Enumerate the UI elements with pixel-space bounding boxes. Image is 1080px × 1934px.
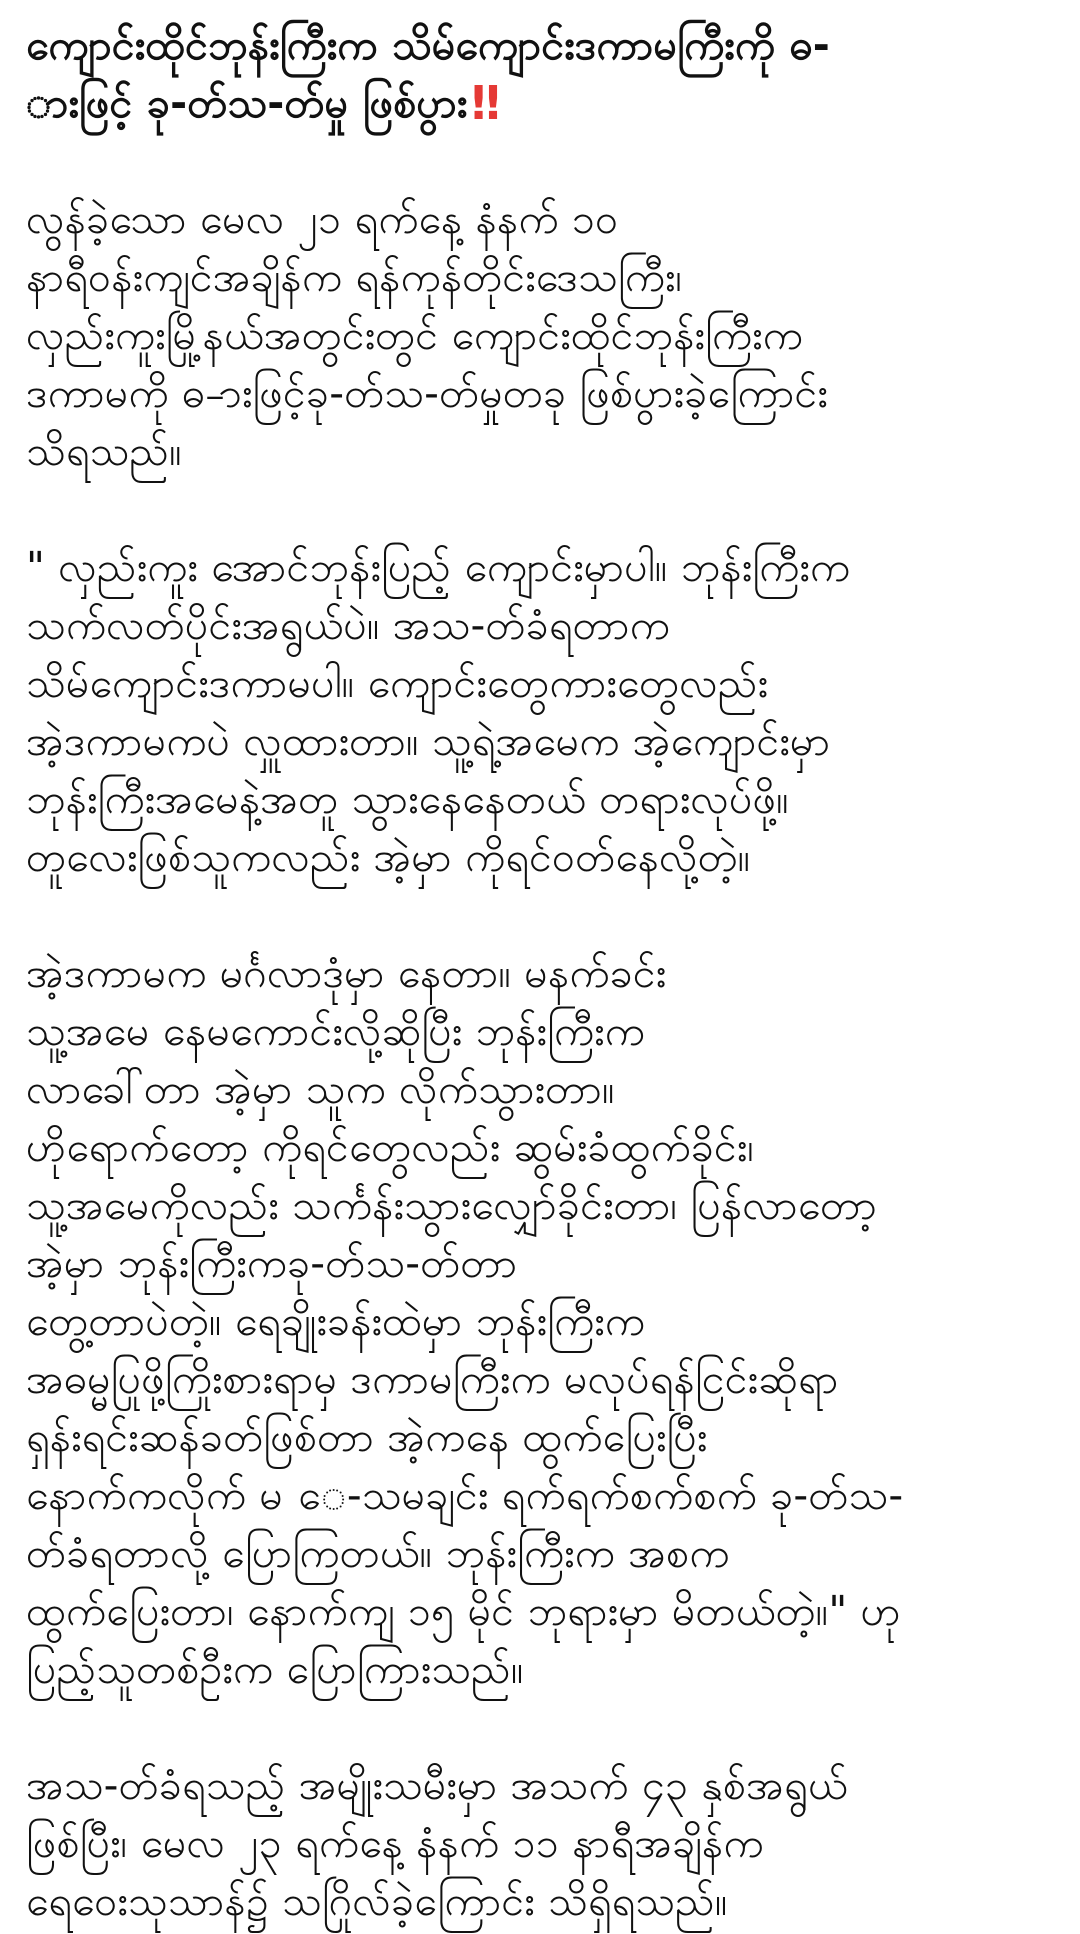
paragraph-line: နောက်ကလိုက် မ ေ-သမချင်း ရက်ရက်စက်စက် ခု-တ်သ- xyxy=(26,1471,904,1519)
paragraph-line: သူ့အမေ နေမကောင်းလို့ဆိုပြီး ဘုန်းကြီးက xyxy=(26,1007,645,1055)
paragraph-line: သိမ်ကျောင်းဒကာမပါ။ ကျောင်းတွေကားတွေလည်း xyxy=(26,659,769,707)
paragraph-line: အဓမ္မပြုဖို့ကြိုးစားရာမှ ဒကာမကြီးက မလုပ်ရန်ငြင်းဆိုရာ xyxy=(26,1355,839,1403)
paragraph-line: ရေဝေးသုသာန်၌ သဂြိုလ်ခဲ့ကြောင်း သိရှိရသည်။ xyxy=(26,1877,728,1925)
quote-paragraph xyxy=(26,538,1056,886)
headline-line-text: ားဖြင့် ခု-တ်သ-တ်မှု ဖြစ်ပွား xyxy=(26,79,468,127)
paragraph-line: ရှန်းရင်းဆန်ခတ်ဖြစ်တာ အဲ့ကနေ ထွက်ပြေးပြီး xyxy=(26,1413,708,1461)
quote-paragraph xyxy=(26,944,1056,1698)
paragraph-line: အဲ့မှာ ဘုန်းကြီးကခု-တ်သ-တ်တာ xyxy=(26,1239,518,1287)
paragraph-line: ဘုန်းကြီးအမေနဲ့အတူ သွားနေနေတယ် တရားလုပ်ဖို့။ xyxy=(26,775,789,823)
paragraph-line: လှည်းကူးမြို့နယ်အတွင်းတွင် ကျောင်းထိုင်ဘုန်းကြီးက xyxy=(26,311,803,359)
headline xyxy=(26,16,1056,132)
double-exclamation-icon: ‼ xyxy=(471,76,495,130)
paragraph-line: အသ-တ်ခံရသည့် အမျိုးသမီးမှာ အသက် ၄၃ နှစ်အရွယ် xyxy=(26,1761,848,1809)
paragraph-line: " လှည်းကူး အောင်ဘုန်းပြည့် ကျောင်းမှာပါ။ ဘုန်းကြီးက xyxy=(26,543,851,591)
headline-line xyxy=(26,74,1056,132)
paragraph-line: အဲ့ဒကာမကပဲ လှူထားတာ။ သူ့ရဲ့အမေက အဲ့ကျောင်းမှာ xyxy=(26,717,831,765)
paragraph-line: ပြည့်သူတစ်ဦးက ပြောကြားသည်။ xyxy=(26,1645,524,1693)
paragraph-line: ဟိုရောက်တော့ ကိုရင်တွေလည်း ဆွမ်းခံထွက်ခိုင်း၊ xyxy=(26,1123,755,1171)
paragraph-line: သိရသည်။ xyxy=(26,427,182,475)
paragraph-line: သူ့အမေကိုလည်း သင်္ကန်းသွားလျှော်ခိုင်းတာ၊ ပြန်လာတော့ xyxy=(26,1181,878,1229)
paragraph-line: လွန်ခဲ့သော မေလ ၂၁ ရက်နေ့ နံနက် ၁၀ xyxy=(26,195,619,243)
paragraph-line: တ်ခံရတာလို့ ပြောကြတယ်။ ဘုန်းကြီးက အစက xyxy=(26,1529,730,1577)
paragraph-line: တူလေးဖြစ်သူကလည်း အဲ့မှာ ကိုရင်ဝတ်နေလို့တဲ့။ xyxy=(26,833,751,881)
paragraph-line: လာခေါ်တာ အဲ့မှာ သူက လိုက်သွားတာ။ xyxy=(26,1065,615,1113)
paragraph-line: နာရီဝန်းကျင်အချိန်က ရန်ကုန်တိုင်းဒေသကြီး၊ xyxy=(26,253,683,301)
paragraph-line: သက်လတ်ပိုင်းအရွယ်ပဲ။ အသ-တ်ခံရတာက xyxy=(26,601,670,649)
paragraph-line: အဲ့ဒကာမက မင်္ဂလာဒုံမှာ နေတာ။ မနက်ခင်း xyxy=(26,949,667,997)
paragraph-line: ဖြစ်ပြီး၊ မေလ ၂၃ ရက်နေ့ နံနက် ၁၁ နာရီအချိန်က xyxy=(26,1819,764,1867)
headline-line: ကျောင်းထိုင်ဘုန်းကြီးက သိမ်ကျောင်းဒကာမကြီးကို ဓ- xyxy=(26,21,830,69)
paragraph-line: ထွက်ပြေးတာ၊ နောက်ကျ ၁၅ မိုင် ဘုရားမှာ မိတယ်တဲ့။" ဟု xyxy=(26,1587,901,1635)
article-paragraph xyxy=(26,190,1056,480)
paragraph-line: ဒကာမကို ဓ-ားဖြင့်ခု-တ်သ-တ်မှုတခု ဖြစ်ပွားခဲ့ကြောင်း xyxy=(26,369,828,417)
article-paragraph xyxy=(26,1756,1056,1930)
paragraph-line: တွေ့တာပဲတဲ့။ ရေချိုးခန်းထဲမှာ ဘုန်းကြီးက xyxy=(26,1297,646,1345)
